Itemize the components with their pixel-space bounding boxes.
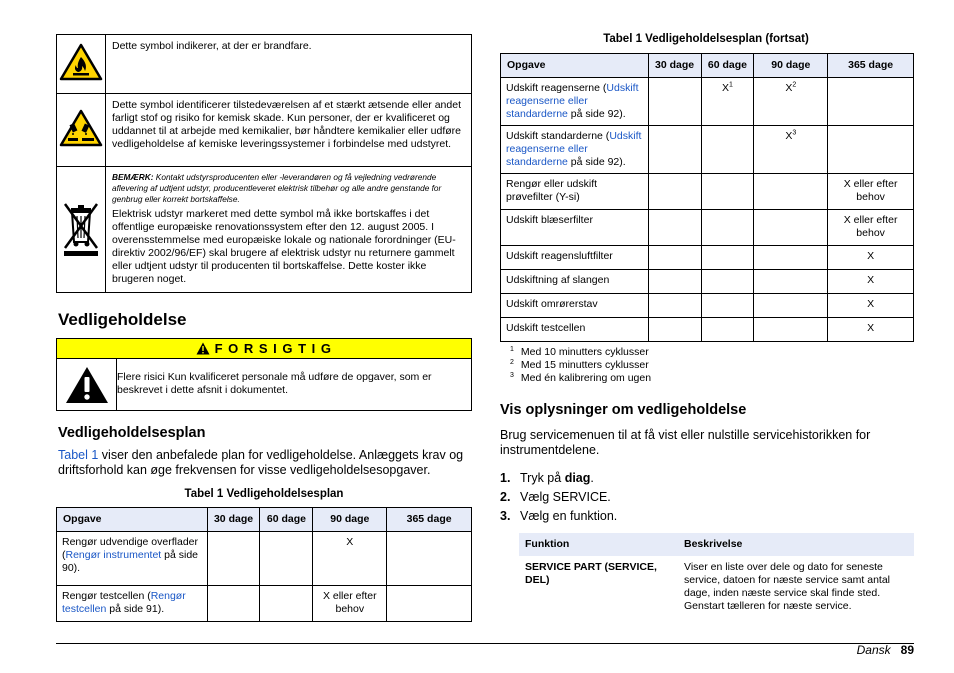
task-text: Udskift testcellen — [506, 322, 586, 334]
task-link[interactable]: Rengør instrumentet — [65, 549, 162, 561]
task-link[interactable]: Udskift reagenserne eller standarderne — [506, 82, 639, 120]
schedule-mark: X — [722, 82, 730, 94]
schedule-mark: X eller efter behov — [322, 590, 377, 615]
task-link[interactable]: Rengør testcellen — [62, 590, 186, 615]
task-cell — [501, 318, 649, 342]
task-cell — [501, 270, 649, 294]
task-page-ref: på side 92). — [567, 156, 626, 168]
schedule-mark: X — [867, 322, 875, 334]
task-cell — [57, 532, 208, 586]
schedule-cell-60 — [260, 532, 313, 586]
symbol-table — [56, 34, 472, 293]
info-intro: Brug servicemenuen til at få vist eller nulstille servicehistorikken for instrumentdelene. — [500, 428, 871, 457]
symbol-row-fire — [57, 35, 472, 94]
schedule-cell-30 — [207, 586, 260, 622]
schedule-mark: X eller efter behov — [843, 214, 898, 239]
plan-title: Vedligeholdelsesplan — [58, 425, 206, 441]
step-number: 3. — [500, 509, 511, 523]
section-title: Vedligeholdelse — [58, 310, 187, 329]
task-text: Udskiftning af slangen — [506, 274, 610, 286]
footnote-number: 1 — [510, 345, 514, 353]
task-cell — [57, 586, 208, 622]
schedule-cell-365 — [828, 318, 914, 342]
info-title: Vis oplysninger om vedligeholdelse — [500, 402, 747, 418]
maintenance-table-right — [500, 53, 914, 342]
schedule-mark: X — [867, 250, 875, 262]
function-table-header — [519, 533, 914, 556]
schedule-cell-30 — [648, 294, 701, 318]
schedule-cell-90 — [754, 126, 828, 174]
schedule-cell-60 — [701, 174, 754, 210]
schedule-cell-365 — [387, 532, 472, 586]
task-cell — [501, 126, 649, 174]
step-text: Tryk på — [520, 471, 565, 485]
warning-triangle-icon — [196, 341, 210, 360]
table-row — [501, 318, 914, 342]
schedule-cell-60 — [701, 270, 754, 294]
step-number: 2. — [500, 490, 511, 504]
schedule-cell-30 — [648, 126, 701, 174]
table-row — [501, 270, 914, 294]
footnote-text: Med 10 minutters cyklusser — [520, 346, 649, 358]
step-item — [500, 490, 617, 505]
col-header-30: 30 dage — [648, 54, 701, 78]
task-cell — [501, 210, 649, 246]
corrosive-hazard-icon — [57, 94, 106, 167]
symbol-fire-text: Dette symbol indikerer, at der er brandfare. — [106, 35, 472, 94]
task-link[interactable]: Udskift reagenserne eller standarderne — [506, 130, 642, 168]
note-label: BEMÆRK: — [112, 172, 154, 182]
col-header-90: 90 dage — [754, 54, 828, 78]
task-cell — [501, 246, 649, 270]
task-text: Udskift standarderne ( — [506, 130, 610, 142]
step-text-end: . — [590, 471, 594, 485]
function-row — [519, 556, 914, 618]
task-text: Rengør eller udskift prøvefilter (Y-si) — [506, 178, 598, 203]
schedule-cell-30 — [648, 210, 701, 246]
schedule-cell-30 — [648, 270, 701, 294]
schedule-cell-90 — [754, 270, 828, 294]
schedule-cell-90 — [754, 294, 828, 318]
task-text: Udskift omrørerstav — [506, 298, 598, 310]
plan-intro-text: viser den anbefalede plan for vedligeholdelse. Anlæggets krav og driftsforhold kan øge frekvensen for visse vedligeholdelsesopgaver. — [58, 448, 464, 477]
schedule-cell-60 — [260, 586, 313, 622]
plan-intro — [58, 448, 470, 478]
schedule-cell-30 — [648, 174, 701, 210]
schedule-cell-90 — [754, 210, 828, 246]
schedule-cell-60 — [701, 246, 754, 270]
function-description: Viser en liste over dele og dato for seneste service, datoen for næste service samt antal dage, inden næste service skal finde sted. Genstart tælleren for næste service. — [684, 561, 891, 612]
schedule-cell-30 — [648, 78, 701, 126]
footnote-ref: 3 — [792, 129, 797, 137]
step-text: Vælg SERVICE. — [520, 490, 611, 504]
step-keyword: diag — [564, 471, 591, 485]
col-header-90: 90 dage — [313, 508, 387, 532]
schedule-cell-60 — [701, 78, 754, 126]
schedule-cell-365 — [387, 586, 472, 622]
caution-label: F O R S I G T I G — [214, 341, 333, 356]
exclamation-warning-icon — [65, 366, 109, 404]
task-text: Udskift reagensluftfilter — [506, 250, 613, 262]
table-row — [501, 294, 914, 318]
schedule-cell-90 — [313, 532, 387, 586]
schedule-mark: X — [867, 274, 875, 286]
task-cell — [501, 294, 649, 318]
footer-language: Dansk — [856, 643, 891, 657]
table-caption-continued: Tabel 1 Vedligeholdelsesplan (fortsat) — [603, 33, 809, 45]
col-header-30: 30 dage — [207, 508, 260, 532]
col-header-task: Opgave — [57, 508, 208, 532]
task-text: Rengør udvendige overflader ( — [62, 536, 198, 561]
step-text: Vælg en funktion. — [520, 509, 618, 523]
task-cell — [501, 174, 649, 210]
schedule-mark: X — [867, 298, 875, 310]
table-row — [57, 532, 472, 586]
schedule-cell-365 — [828, 126, 914, 174]
schedule-cell-30 — [207, 532, 260, 586]
function-table — [519, 533, 914, 618]
schedule-cell-365 — [828, 174, 914, 210]
schedule-cell-365 — [828, 78, 914, 126]
table-row — [501, 246, 914, 270]
table-row — [501, 210, 914, 246]
table-row — [57, 586, 472, 622]
footnote-number: 3 — [510, 371, 514, 379]
schedule-cell-90 — [313, 586, 387, 622]
schedule-mark: X — [346, 536, 354, 548]
footnote-text: Med én kalibrering om ugen — [520, 372, 652, 384]
footnote-ref: 2 — [792, 81, 797, 89]
table-header-row — [501, 54, 914, 78]
table-header-row — [57, 508, 472, 532]
weee-body: Elektrisk udstyr markeret med dette symbol må ikke bortskaffes i det offentlige europæiske renovationssystem efter den 12. august 2005. I overensstemmelse med europæiske lokale og nationale forordninger (EU-direktiv 2002/96/EF) skal brugere af elektrisk udstyr nu returnere gammelt eller udtjent udstyr til producenten til bortskaffelse. Dette koster ikke brugeren noget. — [112, 208, 456, 285]
table-row — [501, 126, 914, 174]
schedule-cell-365 — [828, 270, 914, 294]
task-page-ref: på side 91). — [106, 603, 165, 615]
weee-note — [112, 172, 465, 205]
footnote — [510, 346, 651, 359]
col-header-365: 365 dage — [828, 54, 914, 78]
task-text: Udskift blæserfilter — [506, 214, 593, 226]
footnote-number: 2 — [510, 358, 514, 366]
weee-crossed-bin-icon — [57, 167, 106, 293]
schedule-cell-90 — [754, 318, 828, 342]
table-row — [501, 174, 914, 210]
caution-box — [56, 338, 472, 411]
schedule-cell-60 — [701, 210, 754, 246]
task-text: Udskift reagenserne ( — [506, 82, 607, 94]
caution-text: Flere risici Kun kvalificeret personale må udføre de opgaver, som er beskrevet i dette afsnit i dokumentet. — [117, 371, 432, 396]
schedule-cell-90 — [754, 246, 828, 270]
table1-link[interactable]: Tabel 1 — [58, 448, 99, 462]
page-number: 89 — [900, 643, 914, 657]
footer-rule — [56, 643, 914, 644]
step-item — [500, 471, 617, 486]
schedule-cell-365 — [828, 246, 914, 270]
schedule-cell-60 — [701, 318, 754, 342]
col-header-task: Opgave — [501, 54, 649, 78]
caution-header — [57, 339, 471, 359]
footnotes — [510, 346, 651, 385]
task-text: Rengør testcellen ( — [62, 590, 151, 602]
schedule-mark: X — [785, 82, 793, 94]
step-item — [500, 509, 617, 524]
note-text: Kontakt udstyrsproducenten eller -leverandøren og få vejledning vedrørende aflevering af udtjent udstyr, producentleveret elektrisk tilbehør og alle andre genstande for genbrug eller korrekt bortskaffelse. — [112, 172, 442, 204]
col-header-function: Funktion — [519, 533, 678, 556]
schedule-cell-30 — [648, 246, 701, 270]
schedule-cell-90 — [754, 174, 828, 210]
col-header-description: Beskrivelse — [678, 533, 914, 556]
col-header-60: 60 dage — [701, 54, 754, 78]
schedule-cell-365 — [828, 210, 914, 246]
schedule-cell-60 — [701, 294, 754, 318]
function-name: SERVICE PART (SERVICE, DEL) — [525, 561, 657, 586]
schedule-cell-60 — [701, 126, 754, 174]
schedule-cell-365 — [828, 294, 914, 318]
footnote-text: Med 15 minutters cyklusser — [520, 359, 649, 371]
symbol-row-corrosive — [57, 94, 472, 167]
caution-icon-cell — [57, 359, 117, 410]
step-number: 1. — [500, 471, 511, 485]
symbol-weee-text — [106, 167, 472, 293]
footnote — [510, 359, 651, 372]
fire-hazard-icon — [57, 35, 106, 94]
task-page-ref: på side 92). — [567, 108, 626, 120]
schedule-cell-90 — [754, 78, 828, 126]
schedule-cell-30 — [648, 318, 701, 342]
task-page-ref: på side 90). — [62, 549, 198, 574]
steps-list — [500, 471, 617, 528]
symbol-corrosive-text: Dette symbol identificerer tilstedeværelsen af et stærkt ætsende eller andet farligt stof og risiko for kemisk skade. Kun personer, der er kvalificeret og uddannet til at arbejde med kemikalier, bør håndtere kemikalier eller udføre vedligeholdelse af kemiske leveringssystemer i forbindelse med udstyret. — [106, 94, 472, 167]
table-row — [501, 78, 914, 126]
col-header-365: 365 dage — [387, 508, 472, 532]
footer — [857, 643, 914, 657]
maintenance-table-left — [56, 507, 472, 622]
task-cell — [501, 78, 649, 126]
schedule-mark: X eller efter behov — [843, 178, 898, 203]
footnote-ref: 1 — [729, 81, 733, 89]
table-caption: Tabel 1 Vedligeholdelsesplan — [184, 488, 344, 500]
schedule-mark: X — [785, 130, 793, 142]
symbol-row-weee — [57, 167, 472, 293]
footnote — [510, 372, 651, 385]
col-header-60: 60 dage — [260, 508, 313, 532]
